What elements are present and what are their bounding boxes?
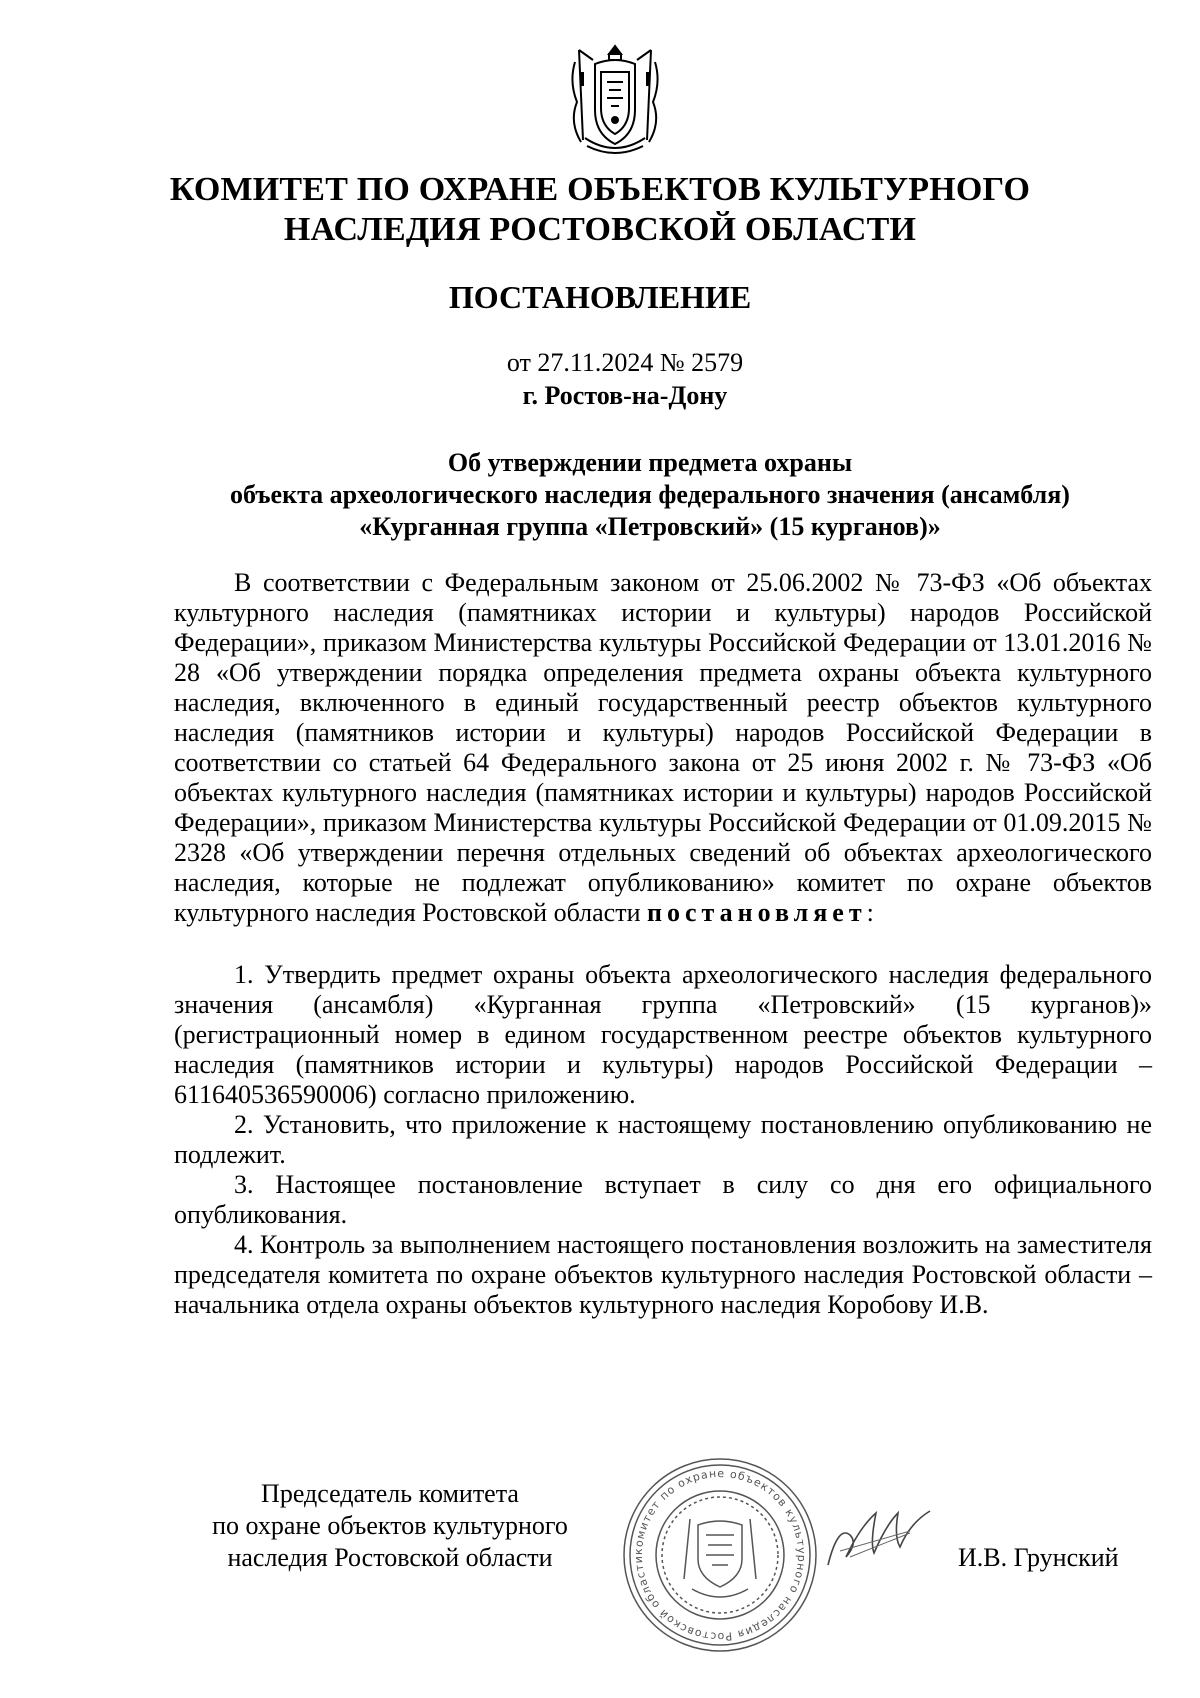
- document-title: [150, 447, 1150, 543]
- list-item: 1. Утвердить предмет охраны объекта археологического наследия федерального значения (ансамбля) «Курганная группа «Петровский» (15 курганов)» (регистрационный номер в едином государственном реестре объектов культурного наследия (памятников истории и культуры) народов Российской Федерации – 611640536590006) согласно приложению.: [174, 960, 1152, 1109]
- signer-position-line-3: наследия Ростовской области: [227, 1543, 553, 1572]
- preamble-text: В соответствии с Федеральным законом от 25.06.2002 № 73-ФЗ «Об объектах культурного наследия (памятниках истории и культуры) народов Российской Федерации», приказом Министерства культуры Российской Федерации от 13.01.2016 № 28 «Об утверждении порядка определения предмета охраны объекта культурного наследия, включенного в единый государственный реестр объектов культурного наследия (памятников истории и культуры) народов Российской Федерации в соответствии со статьей 64 Федерального закона от 25 июня 2002 г. № 73-ФЗ «Об объектах культурного наследия (памятниках истории и культуры) народов Российской Федерации», приказом Министерства культуры Российской Федерации от 01.09.2015 № 2328 «Об утверждении перечня отдельных сведений об объектах археологического наследия, которые не подлежат опубликованию» комитет по охране объектов культурного наследия Ростовской области: [174, 568, 1152, 927]
- signer-position: [190, 1478, 590, 1574]
- preamble-end: :: [866, 898, 874, 927]
- date-and-number: от 27.11.2024 № 2579: [506, 348, 744, 377]
- document-body: [174, 568, 1152, 1320]
- handwritten-signature-icon: [820, 1495, 940, 1585]
- official-seal-icon: [620, 1455, 820, 1655]
- seal-text: комитет по охране объектов культурного наследия Ростовской области: [631, 1466, 809, 1644]
- title-line-3: «Курганная группа «Петровский» (15 курганов)»: [359, 512, 941, 541]
- organization-name-line-2: НАСЛЕДИЯ РОСТОВСКОЙ ОБЛАСТИ: [283, 211, 917, 248]
- organization-name: [0, 170, 1200, 250]
- list-item: 4. Контроль за выполнением настоящего постановления возложить на заместителя председателя комитета по охране объектов культурного наследия Ростовской области – начальника отдела охраны объектов культурного наследия Коробову И.В.: [174, 1230, 1152, 1319]
- signer-position-line-2: по охране объектов культурного: [212, 1511, 568, 1540]
- list-item: 2. Установить, что приложение к настоящему постановлению опубликованию не подлежит.: [174, 1110, 1152, 1169]
- coat-of-arms-icon: [565, 42, 665, 162]
- organization-name-line-1: КОМИТЕТ ПО ОХРАНЕ ОБЪЕКТОВ КУЛЬТУРНОГО: [169, 171, 1031, 208]
- title-line-2: объекта археологического наследия федерального значения (ансамбля): [230, 480, 1070, 509]
- signer-position-line-1: Председатель комитета: [261, 1479, 519, 1508]
- list-item: 3. Настоящее постановление вступает в силу со дня его официального опубликования.: [174, 1170, 1152, 1229]
- city: г. Ростов-на-Дону: [522, 381, 728, 410]
- title-line-1: Об утверждении предмета охраны: [447, 448, 853, 477]
- resolution-keyword: постановляет: [647, 898, 867, 927]
- signer-name: И.В. Грунский: [958, 1543, 1119, 1572]
- preamble-paragraph: [174, 568, 1152, 928]
- document-type: ПОСТАНОВЛЕНИЕ: [448, 279, 752, 315]
